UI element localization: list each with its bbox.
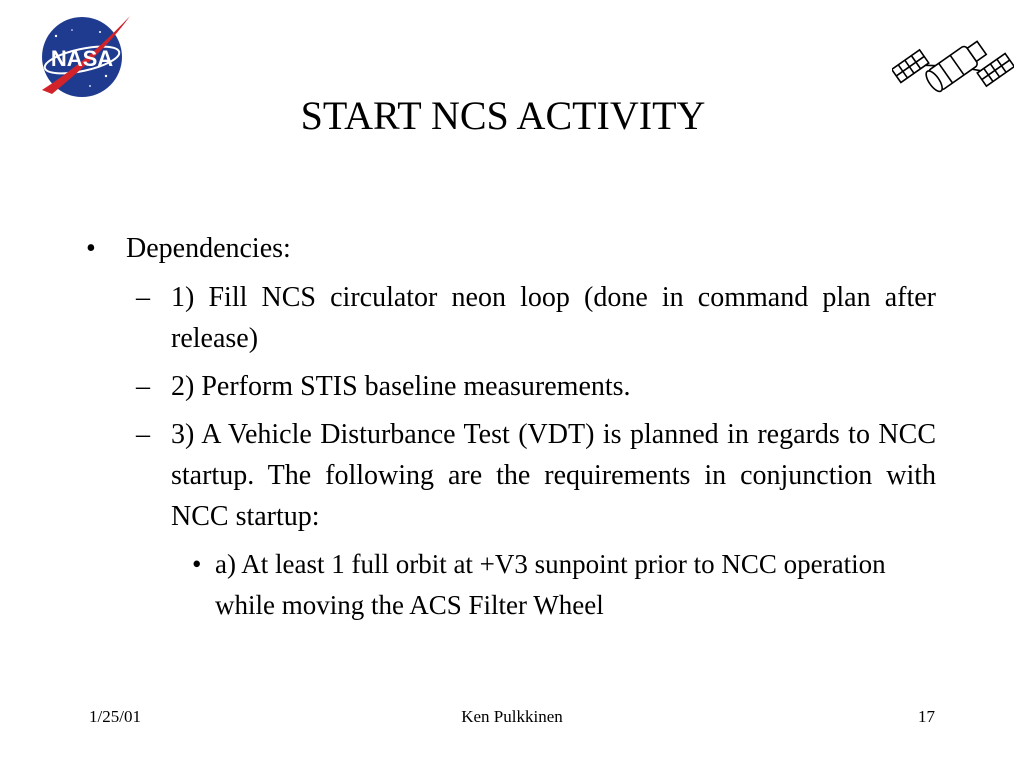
dependency-text: 1) Fill NCS circulator neon loop (done in command plan after release) <box>171 282 936 354</box>
sub-bullet-marker: • <box>192 549 202 579</box>
dependency-text: 2) Perform STIS baseline measurements. <box>171 371 631 402</box>
slide-title: START NCS ACTIVITY <box>300 93 706 138</box>
bullet-label: Dependencies: <box>126 233 291 264</box>
requirement-text: a) At least 1 full orbit at +V3 sunpoint prior to NCC operation while moving the ACS Filter Wheel <box>215 549 886 620</box>
slide-body <box>86 228 936 626</box>
dependency-item <box>136 366 936 407</box>
dash-marker: – <box>136 371 150 402</box>
requirement-item <box>192 544 937 626</box>
dependency-text: 3) A Vehicle Disturbance Test (VDT) is planned in regards to NCC startup. The following are the requirements in conjunction with NCC startup: <box>171 419 936 532</box>
footer-date: 1/25/01 <box>89 707 141 726</box>
dependency-item <box>136 277 936 359</box>
nasa-logo-icon <box>36 14 132 100</box>
nasa-logo-text: NASA <box>50 46 114 71</box>
bullet-dependencies <box>86 228 936 269</box>
dash-marker: – <box>136 282 150 313</box>
footer-author: Ken Pulkkinen <box>461 707 563 726</box>
footer-page-number: 17 <box>918 707 935 726</box>
dash-marker: – <box>136 419 150 450</box>
bullet-marker: • <box>86 233 96 264</box>
dependency-item <box>136 414 936 537</box>
